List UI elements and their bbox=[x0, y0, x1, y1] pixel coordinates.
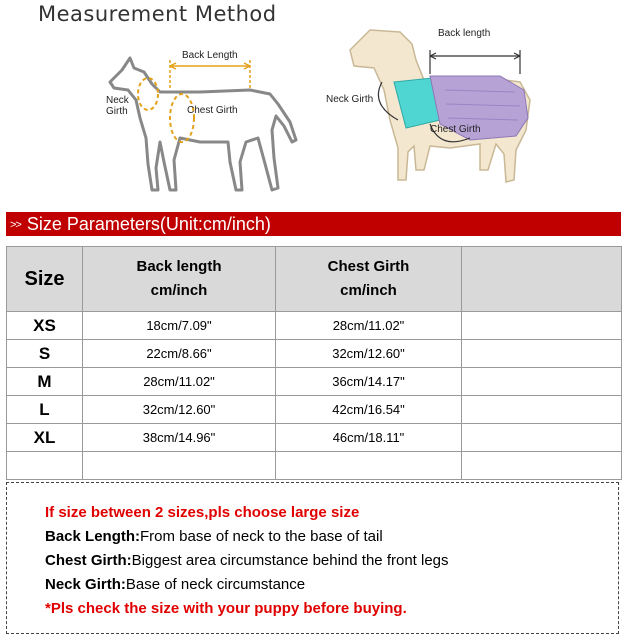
size-warning: *Pls check the size with your puppy before buying. bbox=[45, 600, 407, 617]
size-cell: L bbox=[7, 396, 83, 424]
chest-girth-annotation: Chest Girth bbox=[430, 124, 481, 135]
size-table bbox=[6, 246, 622, 480]
chest-girth-loop bbox=[170, 94, 194, 142]
neck-girth-note-text: Base of neck circumstance bbox=[125, 576, 306, 593]
table-header-row bbox=[7, 247, 622, 312]
neck-girth-annotation-line1: Neck bbox=[106, 95, 129, 106]
page-title: Measurement Method bbox=[38, 2, 277, 26]
neck-girth-note bbox=[45, 573, 618, 597]
banner-label: Size Parameters(Unit:cm/inch) bbox=[26, 214, 271, 234]
chest-girth-cell: 46cm/18.11" bbox=[276, 424, 462, 452]
extra-cell bbox=[462, 396, 622, 424]
dog-outline-illustration bbox=[100, 38, 310, 208]
chest-girth-cell: 42cm/16.54" bbox=[276, 396, 462, 424]
dog-outline-drawing bbox=[100, 38, 310, 208]
back-length-column-header bbox=[83, 247, 276, 312]
neck-girth-loop bbox=[138, 78, 158, 110]
chest-girth-column-header bbox=[276, 247, 462, 312]
chest-girth-header-line1: Chest Girth bbox=[327, 258, 410, 275]
size-parameters-banner bbox=[6, 212, 621, 236]
back-length-note-text: From base of neck to the base of tail bbox=[140, 528, 383, 545]
chest-girth-cell: 36cm/14.17" bbox=[276, 368, 462, 396]
dog-coat-drawing bbox=[320, 20, 550, 195]
table-row bbox=[7, 340, 622, 368]
size-cell: S bbox=[7, 340, 83, 368]
empty-cell bbox=[7, 452, 83, 480]
neck-girth-note-label: Neck Girth: bbox=[45, 576, 126, 593]
size-cell: XS bbox=[7, 312, 83, 340]
back-length-note-label: Back Length: bbox=[45, 528, 141, 545]
table-row-empty bbox=[7, 452, 622, 480]
table-row bbox=[7, 312, 622, 340]
back-length-cell: 28cm/11.02" bbox=[83, 368, 276, 396]
size-column-header: Size bbox=[7, 247, 83, 312]
chest-girth-cell: 28cm/11.02" bbox=[276, 312, 462, 340]
dog-body-outline bbox=[110, 58, 296, 190]
double-chevron-icon: >> bbox=[10, 219, 21, 231]
neck-girth-annotation-line2: Girth bbox=[106, 106, 128, 117]
chest-girth-note bbox=[45, 549, 618, 573]
table-row bbox=[7, 368, 622, 396]
empty-cell bbox=[83, 452, 276, 480]
size-cell: M bbox=[7, 368, 83, 396]
dog-coat-illustration bbox=[320, 20, 550, 195]
chest-girth-cell: 32cm/12.60" bbox=[276, 340, 462, 368]
table-row bbox=[7, 424, 622, 452]
extra-column-header bbox=[462, 247, 622, 312]
back-length-cell: 18cm/7.09" bbox=[83, 312, 276, 340]
back-length-annotation: Back Length bbox=[182, 50, 238, 61]
size-tip: If size between 2 sizes,pls choose large size bbox=[45, 504, 360, 521]
chest-girth-note-text: Biggest area circumstance behind the front legs bbox=[131, 552, 449, 569]
extra-cell bbox=[462, 368, 622, 396]
table-row bbox=[7, 396, 622, 424]
empty-cell bbox=[462, 452, 622, 480]
back-length-cell: 32cm/12.60" bbox=[83, 396, 276, 424]
chest-girth-annotation: Chest Girth bbox=[187, 105, 238, 116]
back-length-note bbox=[45, 525, 618, 549]
notes-box bbox=[6, 482, 619, 634]
neck-girth-annotation: Neck Girth bbox=[326, 94, 374, 105]
back-length-header-line2: cm/inch bbox=[150, 282, 208, 299]
back-length-cell: 38cm/14.96" bbox=[83, 424, 276, 452]
empty-cell bbox=[276, 452, 462, 480]
chest-girth-header-line2: cm/inch bbox=[340, 282, 397, 299]
extra-cell bbox=[462, 340, 622, 368]
back-length-cell: 22cm/8.66" bbox=[83, 340, 276, 368]
extra-cell bbox=[462, 312, 622, 340]
chest-girth-note-label: Chest Girth: bbox=[45, 552, 132, 569]
extra-cell bbox=[462, 424, 622, 452]
back-length-annotation: Back length bbox=[438, 28, 491, 39]
back-length-header-line1: Back length bbox=[136, 258, 222, 275]
size-cell: XL bbox=[7, 424, 83, 452]
